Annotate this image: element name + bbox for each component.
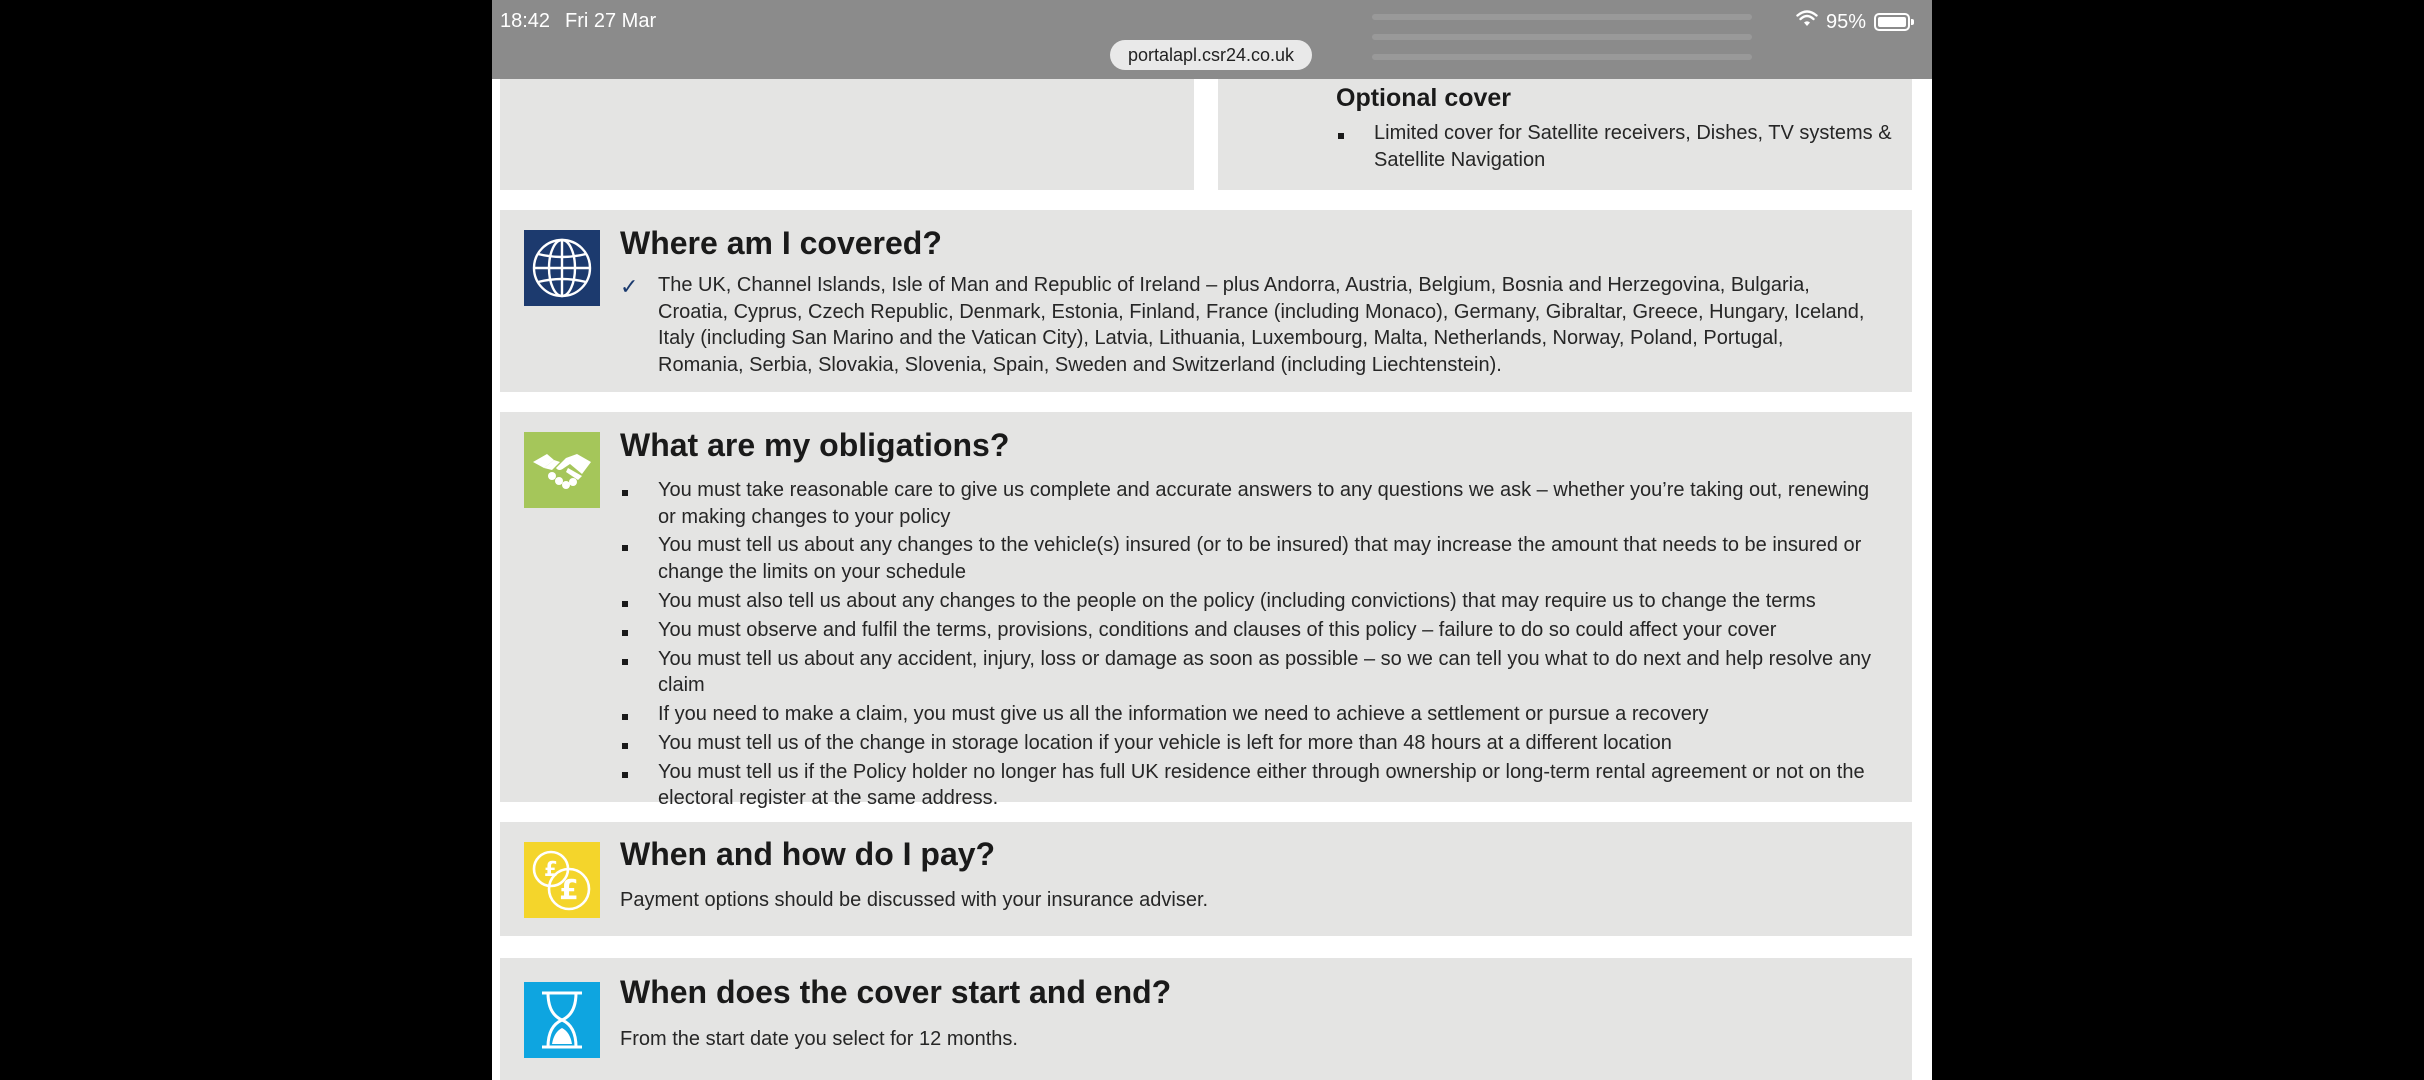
pay-text: Payment options should be discussed with your insurance adviser. (620, 889, 1209, 911)
check-icon: ✓ (620, 274, 639, 299)
list-item: You must tell us of the change in storage location if your vehicle is left for more than 48 hours at a different location (620, 730, 1880, 757)
url-bar[interactable]: portalapl.csr24.co.uk (1110, 40, 1312, 70)
pay-title: When and how do I pay? (620, 836, 996, 872)
list-item: You must tell us about any accident, injury, loss or damage as soon as possible – so we can tell you what to do next and help resolve any claim (620, 646, 1880, 699)
pound-coins-icon (524, 842, 600, 918)
wifi-icon (1796, 10, 1818, 34)
pay-card (500, 822, 1912, 936)
obligations-title: What are my obligations? (620, 427, 1010, 463)
hourglass-icon (524, 982, 600, 1058)
obligations-card (500, 412, 1912, 810)
list-item: You must tell us if the Policy holder no longer has full UK residence either through ownership or long-term rental agreement or not on the electoral register at the same address. (620, 759, 1880, 812)
battery-percent: 95% (1825, 10, 1866, 33)
battery-icon (1874, 13, 1910, 31)
svg-text:£: £ (559, 873, 579, 906)
status-bar-blurred-content (1372, 0, 1752, 72)
where-covered-title: Where am I covered? (620, 225, 942, 261)
cover-period-text: From the start date you select for 12 months. (620, 1028, 1018, 1050)
cover-period-card (500, 958, 1912, 1080)
list-item: Limited cover for Satellite receivers, Dishes, TV systems & Satellite Navigation (1336, 120, 1896, 173)
optional-cover-title: Optional cover (1336, 84, 1512, 112)
list-item: You must observe and fulfil the terms, provisions, conditions and clauses of this policy – failure to do so could affect your cover (620, 617, 1880, 644)
optional-cover-list (1336, 120, 1896, 175)
cover-period-title: When does the cover start and end? (620, 974, 1172, 1010)
status-time: 18:42 (500, 10, 551, 32)
list-item: You must tell us about any changes to the vehicle(s) insured (or to be insured) that may increase the amount that needs to be insured or change the limits on your schedule (620, 532, 1880, 585)
status-indicators (1796, 10, 1910, 34)
handshake-icon (524, 432, 600, 508)
status-bar (492, 0, 1932, 79)
status-date: Fri 27 Mar (565, 10, 657, 32)
list-item: You must also tell us about any changes to the people on the policy (including convictions) that may require us to change the terms (620, 588, 1880, 615)
browser-viewport (492, 0, 1932, 1080)
list-item: You must take reasonable care to give us complete and accurate answers to any questions we ask – whether you’re taking out, renewing or making changes to your policy (620, 477, 1880, 530)
globe-icon (524, 230, 600, 306)
where-covered-card (500, 210, 1912, 392)
list-item: If you need to make a claim, you must give us all the information we need to achieve a settlement or pursue a recovery (620, 701, 1880, 728)
svg-text:£: £ (544, 857, 558, 881)
obligations-list (620, 477, 1880, 814)
where-covered-text: The UK, Channel Islands, Isle of Man and Republic of Ireland – plus Andorra, Austria, Belgium, Bosnia and Herzegovina, Bulgaria, Croatia, Cyprus, Czech Republic, Denmark, Estonia, Finland, France (including Monaco), Germany, Gibraltar, Greece, Hungary, Iceland, Italy (including San Marino and the Vatican City), Latvia, Lithuania, Luxembourg, Malta, Netherlands, Norway, Poland, Portugal, Romania, Serbia, Slovakia, Slovenia, Spain, Sweden and Switzerland (including Liechtenstein). (658, 274, 1865, 376)
